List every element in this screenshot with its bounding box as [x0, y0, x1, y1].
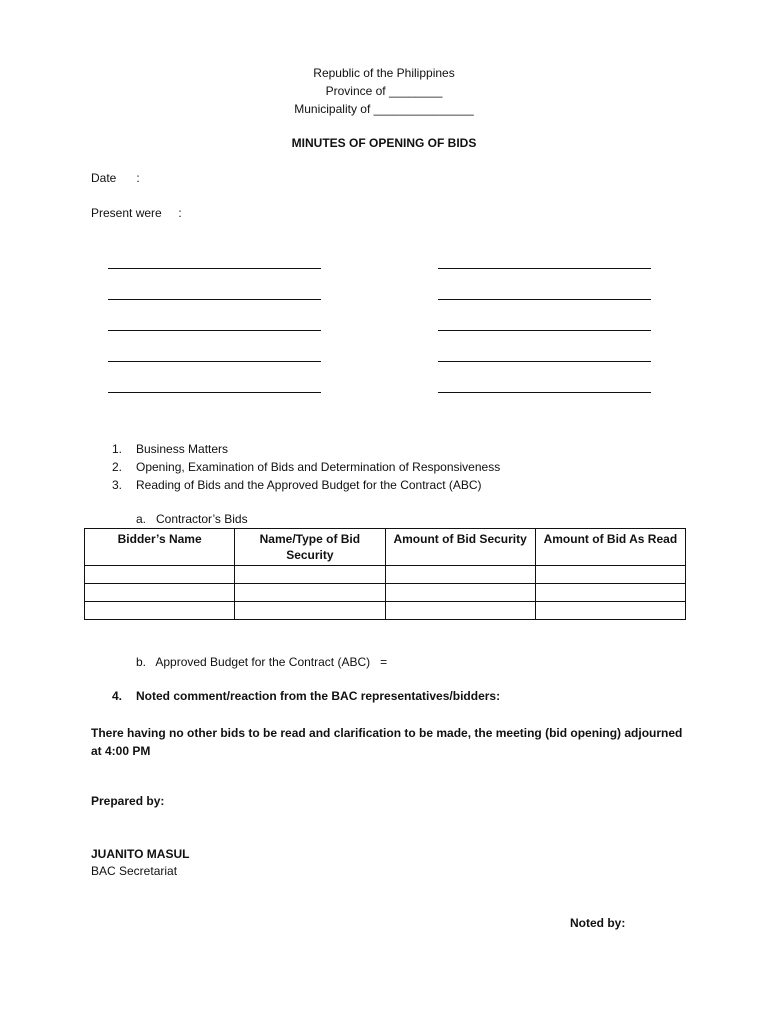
- signature-line: [108, 392, 321, 393]
- signature-line: [108, 361, 321, 362]
- present-label: Present were :: [91, 206, 182, 220]
- agenda-text: Opening, Examination of Bids and Determination of Responsiveness: [136, 460, 501, 474]
- agenda-item-3: [112, 478, 482, 492]
- agenda-number: 4.: [112, 689, 123, 703]
- agenda-number: 2.: [112, 460, 123, 474]
- table-cell: [235, 566, 385, 584]
- column-header-bidder-name: Bidder’s Name: [85, 529, 235, 566]
- table-cell: [535, 602, 685, 620]
- date-label: Date :: [91, 171, 140, 185]
- closing-statement: There having no other bids to be read and clarification to be made, the meeting (bid opening) adjourned at 4:00 PM: [91, 726, 683, 758]
- table-cell: [235, 584, 385, 602]
- signatory-title: BAC Secretariat: [91, 864, 178, 878]
- header-province: Province of ________: [325, 84, 443, 98]
- table-row: [85, 566, 686, 584]
- signature-line: [438, 268, 651, 269]
- signature-line: [438, 330, 651, 331]
- table-header-row: [85, 529, 686, 566]
- table-cell: [385, 602, 535, 620]
- contractors-bids-table: [84, 528, 686, 620]
- agenda-text: Business Matters: [136, 442, 229, 456]
- column-header-bid-security-amount: Amount of Bid Security: [385, 529, 535, 566]
- abc-line: b. Approved Budget for the Contract (ABC) =: [136, 655, 388, 669]
- table-cell: [85, 602, 235, 620]
- signature-line: [108, 268, 321, 269]
- noted-by-label: Noted by:: [570, 916, 626, 930]
- document-title: MINUTES OF OPENING OF BIDS: [291, 136, 477, 150]
- signature-line: [108, 330, 321, 331]
- agenda-item-4: [112, 689, 500, 703]
- table-cell: [385, 566, 535, 584]
- signature-line: [438, 299, 651, 300]
- agenda-number: 3.: [112, 478, 123, 492]
- table-row: [85, 584, 686, 602]
- signature-line: [108, 299, 321, 300]
- agenda-text: Reading of Bids and the Approved Budget for the Contract (ABC): [136, 478, 482, 492]
- table-cell: [235, 602, 385, 620]
- contractors-bids-label: a. Contractor’s Bids: [136, 512, 248, 526]
- table-cell: [535, 584, 685, 602]
- prepared-by-label: Prepared by:: [91, 794, 165, 808]
- table-row: [85, 602, 686, 620]
- agenda-number: 1.: [112, 442, 123, 456]
- signature-line: [438, 392, 651, 393]
- table-cell: [385, 584, 535, 602]
- column-header-bid-security-type: Name/Type of Bid Security: [235, 529, 385, 566]
- signature-line: [438, 361, 651, 362]
- table-cell: [535, 566, 685, 584]
- agenda-item-1: [112, 442, 228, 456]
- column-header-bid-amount: Amount of Bid As Read: [535, 529, 685, 566]
- agenda-text: Noted comment/reaction from the BAC representatives/bidders:: [136, 689, 501, 703]
- signatory-name: JUANITO MASUL: [91, 847, 190, 861]
- header-municipality: Municipality of _______________: [294, 102, 474, 116]
- header-republic: Republic of the Philippines: [313, 66, 455, 80]
- agenda-item-2: [112, 460, 500, 474]
- table-cell: [85, 566, 235, 584]
- table-cell: [85, 584, 235, 602]
